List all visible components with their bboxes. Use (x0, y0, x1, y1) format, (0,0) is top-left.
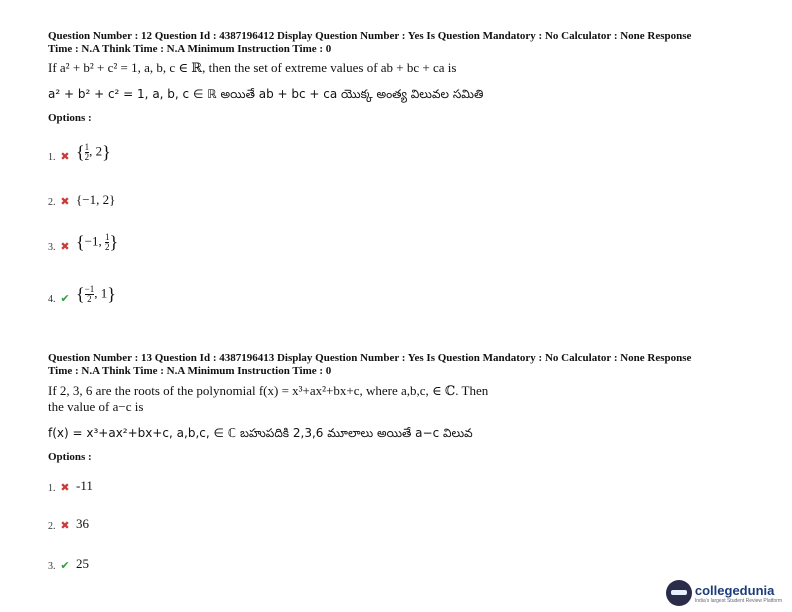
question-text-telugu: f(x) = x³+ax²+bx+c, a,b,c, ∈ ℂ బహుపదికి 2,3,6 మూలాలు అయితే a−c విలువ (48, 426, 473, 440)
logo-tagline: India's largest Student Review Platform (694, 597, 782, 604)
question-meta-line1: Question Number : 12 Question Id : 4387196412 Display Question Number : Yes Is Question Mandatory : No Calculator : None Response (48, 30, 692, 42)
question-text-english-line2: the value of a−c is (48, 399, 144, 414)
option-number: 3. (48, 561, 56, 572)
option-text: -11 (76, 478, 93, 493)
option-text: {−1, 2} (76, 192, 116, 207)
option-text: 36 (76, 516, 89, 531)
option-number: 3. (48, 242, 56, 253)
logo-name: collegedunia (694, 582, 775, 598)
question-text-english-line1: If 2, 3, 6 are the roots of the polynomial f(x) = x³+ax²+bx+c, where a,b,c, ∈ ℂ. Then (48, 383, 489, 398)
question-meta-line2: Time : N.A Think Time : N.A Minimum Instruction Time : 0 (48, 43, 332, 55)
option-number: 1. (48, 483, 56, 494)
option-text: 25 (76, 556, 89, 571)
q13-option-2[interactable] (48, 516, 89, 532)
cross-icon: ✖ (60, 151, 70, 163)
cross-icon: ✖ (60, 196, 70, 208)
question-12 (48, 30, 768, 124)
logo-mascot-icon (666, 580, 692, 606)
collegedunia-logo (666, 580, 782, 606)
option-number: 2. (48, 197, 56, 208)
option-number: 1. (48, 152, 56, 163)
cross-icon: ✖ (60, 241, 70, 253)
cross-icon: ✖ (60, 482, 70, 494)
option-number: 2. (48, 521, 56, 532)
check-icon: ✔ (60, 560, 70, 572)
cross-icon: ✖ (60, 520, 70, 532)
check-icon: ✔ (60, 293, 70, 305)
question-meta-line1: Question Number : 13 Question Id : 4387196413 Display Question Number : Yes Is Question Mandatory : No Calculator : None Response (48, 352, 692, 364)
option-number: 4. (48, 294, 56, 305)
options-title: Options : (48, 112, 92, 124)
logo-text-block (692, 583, 782, 604)
option-math: { $\frac{-1}{2}$ , 1} (76, 284, 116, 304)
question-text-english: If a² + b² + c² = 1, a, b, c ∈ ℝ, then the set of extreme values of ab + bc + ca is (48, 60, 457, 75)
option-math: { $\frac{1}{2}$ , 2} (76, 142, 111, 162)
question-13 (48, 352, 768, 463)
q12-option-4[interactable] (48, 284, 116, 305)
q12-option-3[interactable] (48, 232, 118, 253)
options-title: Options : (48, 451, 92, 463)
q13-option-3[interactable] (48, 556, 89, 572)
q12-option-2[interactable] (48, 192, 115, 208)
question-text-telugu: a² + b² + c² = 1, a, b, c ∈ ℝ అయితే ab + bc + ca యొక్క అంత్య విలువల సమితి (48, 87, 484, 101)
q13-option-1[interactable] (48, 478, 93, 494)
option-math: {−1, $\frac{1}{2}$ } (76, 232, 119, 252)
question-meta-line2: Time : N.A Think Time : N.A Minimum Instruction Time : 0 (48, 365, 332, 377)
q12-option-1[interactable] (48, 142, 111, 163)
